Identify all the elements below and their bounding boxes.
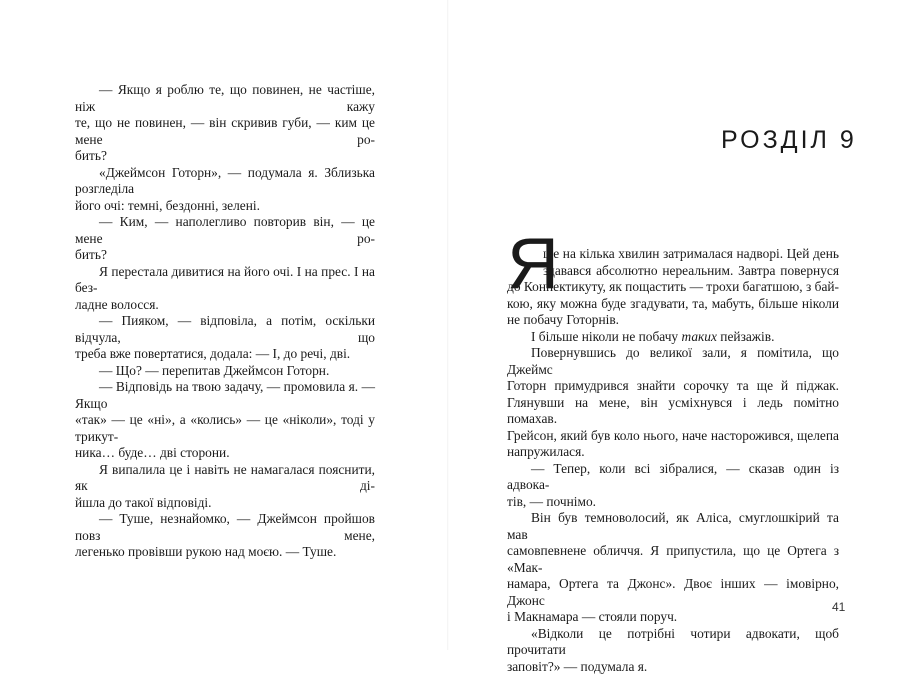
text-line: — Якщо я роблю те, що повинен, не частіше, ніж кажу bbox=[75, 82, 375, 115]
paragraph bbox=[75, 165, 375, 215]
text-line: намара, Ортега та Джонс». Двоє інших — імовірно, Джонс bbox=[507, 576, 839, 609]
text-line: здавався абсолютно нереальним. Завтра повернуся bbox=[507, 263, 839, 280]
text-line: «так» — це «ні», а «колись» — це «ніколи», тоді у трикут- bbox=[75, 412, 375, 445]
text-line: те, що не повинен, — він скривив губи, — ким це мене ро- bbox=[75, 115, 375, 148]
paragraph bbox=[507, 246, 839, 329]
paragraph bbox=[75, 379, 375, 462]
italic-word: таких bbox=[682, 329, 717, 344]
paragraph bbox=[75, 214, 375, 264]
text-line: до Коннектикуту, як пощастить — трохи багатшою, з бай- bbox=[507, 279, 839, 296]
text-line: «Відколи це потрібні чотири адвокати, щоб прочитати bbox=[507, 626, 839, 659]
left-page-text bbox=[75, 82, 375, 561]
text-line: Він був темноволосий, як Аліса, смуглошкірий та мав bbox=[507, 510, 839, 543]
text-line: — Туше, незнайомко, — Джеймсон пройшов повз мене, bbox=[75, 511, 375, 544]
text-line: кою, яку можна буде згадувати, та, мабуть, більше ніколи bbox=[507, 296, 839, 313]
drop-cap: Я bbox=[507, 228, 559, 300]
text-line: напружилася. bbox=[507, 444, 839, 461]
paragraph bbox=[507, 345, 839, 461]
text-line: треба вже повертатися, додала: — І, до речі, дві. bbox=[75, 346, 375, 363]
text-line: Глянувши на мене, він усміхнувся і ледь помітно помахав. bbox=[507, 395, 839, 428]
text-line: Готорн примудрився знайти сорочку та ще й піджак. bbox=[507, 378, 839, 395]
text-line: Я випалила це і навіть не намагалася пояснити, як ді- bbox=[75, 462, 375, 495]
text-line: ще на кілька хвилин затрималася надворі. Цей день bbox=[507, 246, 839, 263]
text-line: легенько провівши рукою над моєю. — Туше. bbox=[75, 544, 375, 561]
text-line: Грейсон, який був коло нього, наче насторожився, щелепа bbox=[507, 428, 839, 445]
text-fragment: пейзажів. bbox=[720, 329, 774, 344]
chapter-title: РОЗДІЛ 9 bbox=[721, 126, 857, 155]
paragraph bbox=[507, 329, 839, 346]
text-line: ладне волосся. bbox=[75, 297, 375, 314]
paragraph bbox=[507, 461, 839, 511]
text-line: йшла до такої відповіді. bbox=[75, 495, 375, 512]
text-line: Повернувшись до великої зали, я помітила, що Джеймс bbox=[507, 345, 839, 378]
paragraph bbox=[75, 313, 375, 363]
text-line: його очі: темні, бездонні, зелені. bbox=[75, 198, 375, 215]
text-line: — Тепер, коли всі зібралися, — сказав один із адвока- bbox=[507, 461, 839, 494]
right-page-text bbox=[507, 246, 839, 675]
page-number: 41 bbox=[832, 600, 845, 614]
text-line: — Пияком, — відповіла, а потім, оскільки відчула, що bbox=[75, 313, 375, 346]
paragraph bbox=[75, 82, 375, 165]
text-line: не побачу Готорнів. bbox=[507, 312, 839, 329]
paragraph bbox=[75, 462, 375, 512]
paragraph bbox=[75, 363, 375, 380]
text-line: бить? bbox=[75, 148, 375, 165]
text-line: і Макнамара — стояли поруч. bbox=[507, 609, 839, 626]
text-line: бить? bbox=[75, 247, 375, 264]
text-line: заповіт?» — подумала я. bbox=[507, 659, 839, 675]
text-line: ника… буде… дві сторони. bbox=[75, 445, 375, 462]
paragraph bbox=[507, 626, 839, 675]
left-page bbox=[0, 0, 448, 650]
paragraph bbox=[75, 264, 375, 314]
text-line: — Відповідь на твою задачу, — промовила я. — Якщо bbox=[75, 379, 375, 412]
paragraph bbox=[507, 510, 839, 626]
text-line: Я перестала дивитися на його очі. І на прес. І на без- bbox=[75, 264, 375, 297]
text-line: — Що? — перепитав Джеймсон Готорн. bbox=[75, 363, 375, 380]
text-line: тів, — почнімо. bbox=[507, 494, 839, 511]
right-page bbox=[449, 0, 897, 650]
text-line: «Джеймсон Готорн», — подумала я. Зблизька розгледіла bbox=[75, 165, 375, 198]
paragraph bbox=[75, 511, 375, 561]
text-fragment: І більше ніколи не побачу bbox=[531, 329, 678, 344]
text-line: — Ким, — наполегливо повторив він, — це мене ро- bbox=[75, 214, 375, 247]
text-line: самовпевнене обличчя. Я припустила, що це Ортега з «Мак- bbox=[507, 543, 839, 576]
